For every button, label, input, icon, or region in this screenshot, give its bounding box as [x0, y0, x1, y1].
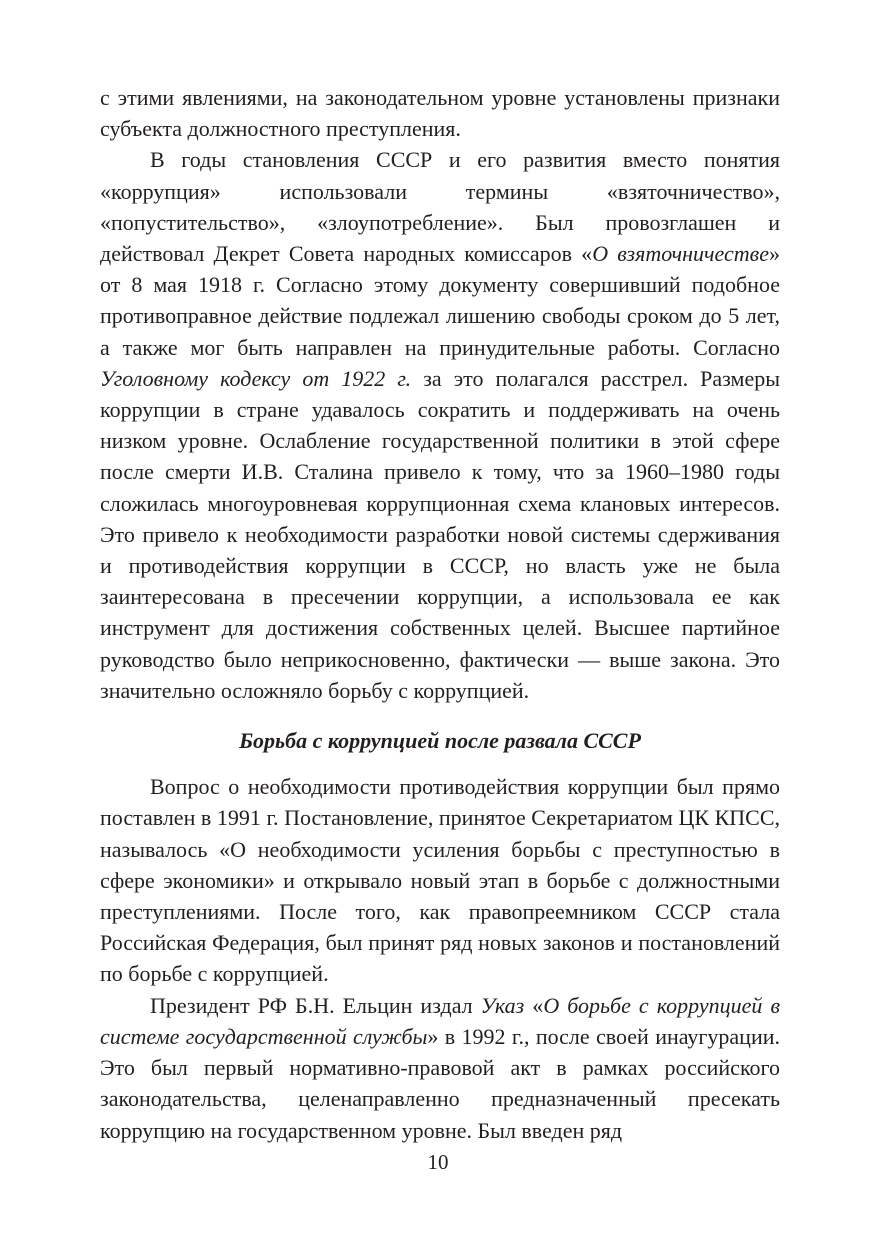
paragraph-yeltsin-decree — [100, 990, 780, 1146]
italic-decree-title: О взяточничестве — [592, 241, 769, 267]
text-run: » от 8 мая 1918 г. Согласно этому документу совершивший подобное противоправное действие подлежал лишению свободы сроком до 5 лет, а также мог быть направлен на принудительные работы. Согласно — [100, 241, 780, 360]
page-body — [100, 82, 780, 1146]
text-run: « — [524, 992, 544, 1018]
italic-decree-word: Указ — [480, 992, 525, 1018]
paragraph-continuation — [100, 82, 780, 144]
text-run: Вопрос о необходимости противодействия коррупции был прямо поставлен в 1991 г. Постановление, принятое Секретариатом ЦК КПСС, называлось «О необходимости усиления борьбы с преступностью в сфере экономики» и открывало новый этап в борьбе с должностными преступлениями. После того, как правопреемником СССР стала Российская Федерация, был принят ряд новых законов и постановлений по борьбе с коррупцией. — [100, 774, 780, 987]
page-number: 10 — [427, 1150, 449, 1174]
section-heading: Борьба с коррупцией после развала СССР — [239, 728, 641, 754]
italic-decree-title: О борьбе с коррупцией в системе государственной службы — [100, 992, 780, 1049]
paragraph-1991-resolution — [100, 771, 780, 989]
text-run: за это полагался расстрел. Размеры коррупции в стране удавалось сократить и поддерживать на очень низком уровне. Ослабление государственной политики в этой сфере после смерти И.В. Сталина привело к тому, что за 1960–1980 годы сложилась многоуровневая коррупционная схема клановых интересов. Это привело к необходимости разработки новой системы сдерживания и противодействия коррупции в СССР, но власть уже не была заинтересована в пресечении коррупции, а использовала ее как инструмент для достижения собственных целей. Высшее партийное руководство было неприкосновенно, фактически — выше закона. Это значительно осложняло борьбу с коррупцией. — [100, 365, 780, 703]
text-run: В годы становления СССР и его развития вместо понятия «коррупция» использовали термины «взяточничество», «попустительство», «злоупотребление». Был провозглашен и действовал Декрет Совета народных комиссаров « — [100, 147, 780, 267]
text-run: » в 1992 г., после своей инаугурации. Это был первый нормативно-правовой акт в рамках российского законодательства, целенаправленно предназначенный пресекать коррупцию на государственном уровне. Был введен ряд — [100, 1023, 780, 1143]
text-run: Президент РФ Б.Н. Ельцин издал — [150, 992, 481, 1018]
text-run: с этими явлениями, на законодательном уровне установлены признаки субъекта должностного преступления. — [100, 85, 780, 142]
italic-criminal-code: Уголовному кодексу от 1922 г. — [100, 365, 412, 391]
paragraph-ussr-corruption — [100, 144, 780, 706]
